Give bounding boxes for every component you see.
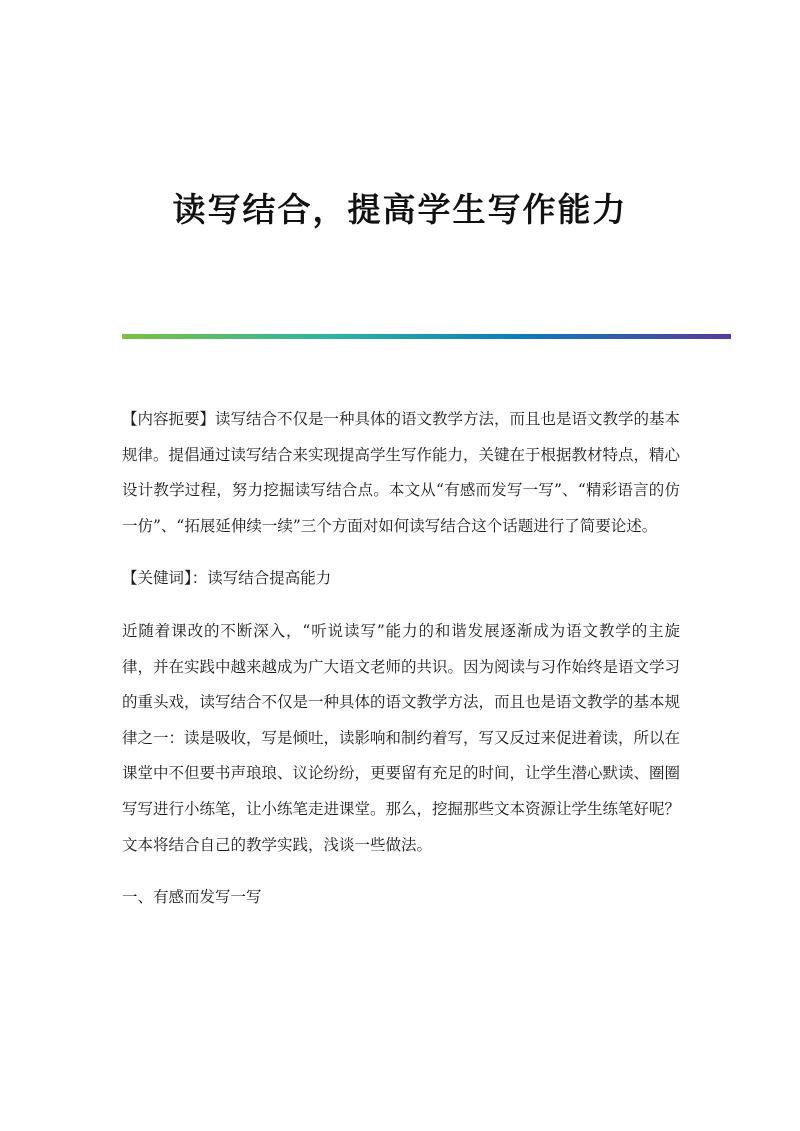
document-body bbox=[122, 402, 680, 916]
keywords-paragraph: 【关健词】：读写结合提高能力 bbox=[122, 569, 332, 588]
title-divider bbox=[122, 334, 731, 339]
section-heading: 一、有感而发写一写 bbox=[122, 888, 262, 907]
document-title: 读写结合，提高学生写作能力 bbox=[172, 190, 628, 229]
abstract-paragraph: 【内容扼要】读写结合不仅是一种具体的语文教学方法，而且也是语文教学的基本规律。提倡通过读写结合来实现提高学生写作能力，关键在于根据教材特点，精心设计教学过程，努力挖掘读写结合点。本文从“有感而发写一写”、“精彩语言的仿一仿”、“拓展延伸续一续”三个方面对如何读写结合这个话题进行了简要论述。 bbox=[122, 410, 681, 535]
intro-paragraph: 近随着课改的不断深入，“听说读写”能力的和谐发展逐渐成为语文教学的主旋律，并在实践中越来越成为广大语文老师的共识。因为阅读与习作始终是语文学习的重头戏，读写结合不仅是一种具体的语文教学方法，而且也是语文教学的基本规律之一：读是吸收，写是倾吐，读影响和制约着写，写又反过来促进着读，所以在课堂中不但要书声琅琅、议论纷纷，更要留有充足的时间，让学生潜心默读、圈圈写写进行小练笔，让小练笔走进课堂。那么，挖掘那些文本资源让学生练笔好呢？文本将结合自己的教学实践，浅谈一些做法。 bbox=[122, 621, 681, 854]
